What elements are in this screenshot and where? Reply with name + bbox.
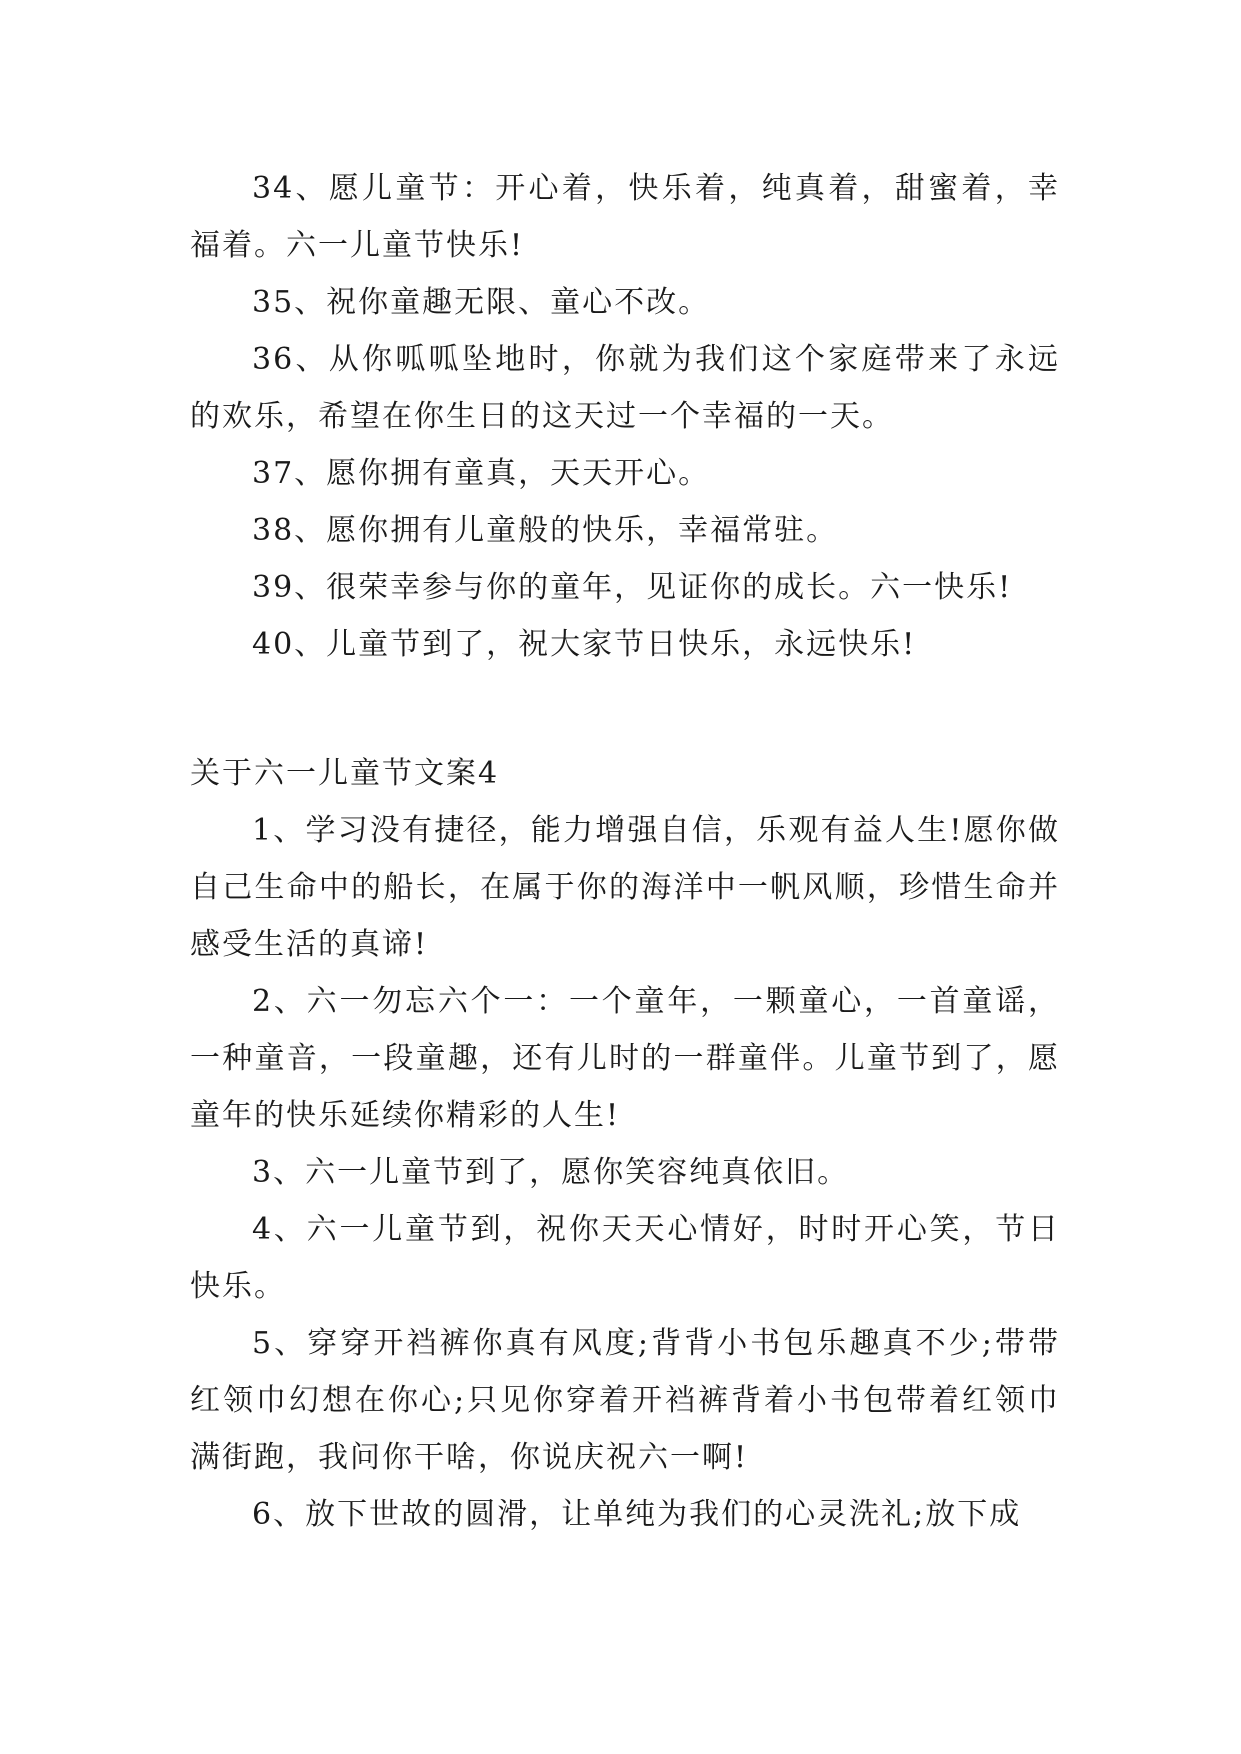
- list-item: 3、六一儿童节到了，愿你笑容纯真依旧。: [252, 1155, 850, 1190]
- list-item: 36、从你呱呱坠地时，你就为我们这个家庭带来了永远的欢乐，希望在你生日的这天过一个幸福的一天。: [190, 342, 1060, 434]
- document-page: [190, 160, 1060, 1543]
- list-item: 1、学习没有捷径，能力增强自信，乐观有益人生!愿你做自己生命中的船长，在属于你的海洋中一帆风顺，珍惜生命并感受生活的真谛!: [190, 813, 1060, 962]
- section-heading: 关于六一儿童节文案4: [190, 756, 500, 791]
- list-item: 37、愿你拥有童真，天天开心。: [252, 456, 711, 491]
- list-item: 40、儿童节到了，祝大家节日快乐，永远快乐!: [252, 627, 917, 662]
- list-item: 34、愿儿童节：开心着，快乐着，纯真着，甜蜜着，幸福着。六一儿童节快乐!: [190, 171, 1060, 263]
- list-item: 4、六一儿童节到，祝你天天心情好，时时开心笑，节日快乐。: [190, 1212, 1060, 1304]
- list-item: 38、愿你拥有儿童般的快乐，幸福常驻。: [252, 513, 839, 548]
- list-item: 6、放下世故的圆滑，让单纯为我们的心灵洗礼;放下成: [252, 1497, 1022, 1532]
- list-item: 2、六一勿忘六个一：一个童年，一颗童心，一首童谣，一种童音，一段童趣，还有儿时的一群童伴。儿童节到了，愿童年的快乐延续你精彩的人生!: [190, 984, 1060, 1133]
- list-item: 5、穿穿开裆裤你真有风度;背背小书包乐趣真不少;带带红领巾幻想在你心;只见你穿着开裆裤背着小书包带着红领巾满街跑，我问你干啥，你说庆祝六一啊!: [190, 1326, 1060, 1475]
- section-spacer: [190, 673, 1060, 745]
- list-item: 39、很荣幸参与你的童年，见证你的成长。六一快乐!: [252, 570, 1013, 605]
- list-item: 35、祝你童趣无限、童心不改。: [252, 285, 711, 320]
